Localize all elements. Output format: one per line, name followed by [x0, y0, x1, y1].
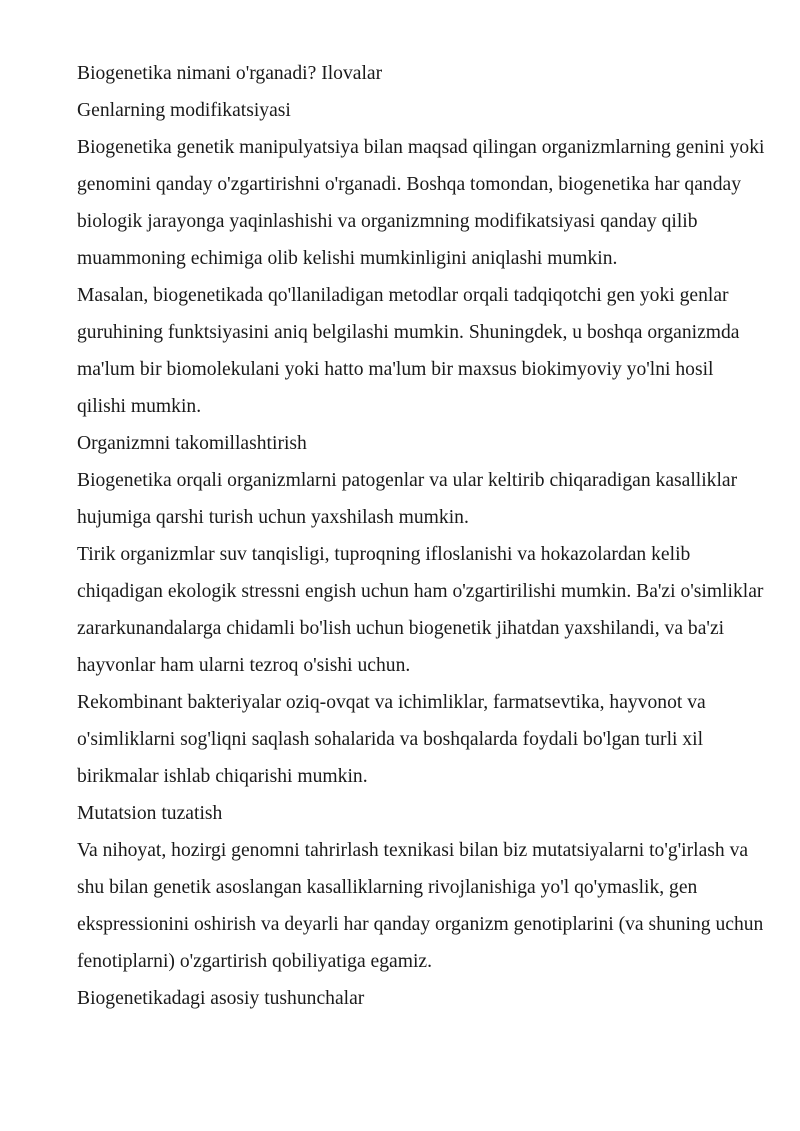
section-heading-gene-modification: Genlarning modifikatsiyasi — [77, 100, 291, 121]
section-heading-mutation-correction: Mutatsion tuzatish — [77, 803, 223, 824]
paragraph: Biogenetika genetik manipulyatsiya bilan maqsad qilingan organizmlarning genini yoki genomini qanday o'zgartirishni o'rganadi. Boshqa tomondan, biogenetika har qanday biologik jarayonga yaqinlashishi va organizmning modifikatsiyasi qanday qilib muammoning echimiga olib kelishi mumkinligini aniqlashi mumkin. — [77, 137, 765, 269]
paragraph: Va nihoyat, hozirgi genomni tahrirlash texnikasi bilan biz mutatsiyalarni to'g'irlash va shu bilan genetik asoslangan kasalliklarning rivojlanishiga yo'l qo'ymaslik, gen ekspressionini oshirish va deyarli har qanday organizm genotiplarini (va shuning uchun fenotiplarni) o'zgartirish qobiliyatiga egamiz. — [77, 840, 764, 972]
document-body — [77, 55, 767, 1017]
paragraph: Biogenetika orqali organizmlarni patogenlar va ular keltirib chiqaradigan kasalliklar hujumiga qarshi turish uchun yaxshilash mumkin. — [77, 470, 738, 528]
section-heading-key-concepts: Biogenetikadagi asosiy tushunchalar — [77, 988, 365, 1009]
section-heading-organism-improvement: Organizmni takomillashtirish — [77, 433, 307, 454]
paragraph: Rekombinant bakteriyalar oziq-ovqat va ichimliklar, farmatsevtika, hayvonot va o'simliklarni sog'liqni saqlash sohalarida va boshqalarda foydali bo'lgan turli xil birikmalar ishlab chiqarishi mumkin. — [77, 692, 706, 787]
document-title: Biogenetika nimani o'rganadi? Ilovalar — [77, 63, 383, 84]
paragraph: Tirik organizmlar suv tanqisligi, tuproqning ifloslanishi va hokazolardan kelib chiqadigan ekologik stressni engish uchun ham o'zgartirilishi mumkin. Ba'zi o'simliklar zararkunandalarga chidamli bo'lish uchun biogenetik jihatdan yaxshilandi, va ba'zi hayvonlar ham ularni tezroq o'sishi uchun. — [77, 544, 764, 676]
paragraph: Masalan, biogenetikada qo'llaniladigan metodlar orqali tadqiqotchi gen yoki genlar guruhining funktsiyasini aniq belgilashi mumkin. Shuningdek, u boshqa organizmda ma'lum bir biomolekulani yoki hatto ma'lum bir maxsus biokimyoviy yo'lni hosil qilishi mumkin. — [77, 285, 740, 417]
